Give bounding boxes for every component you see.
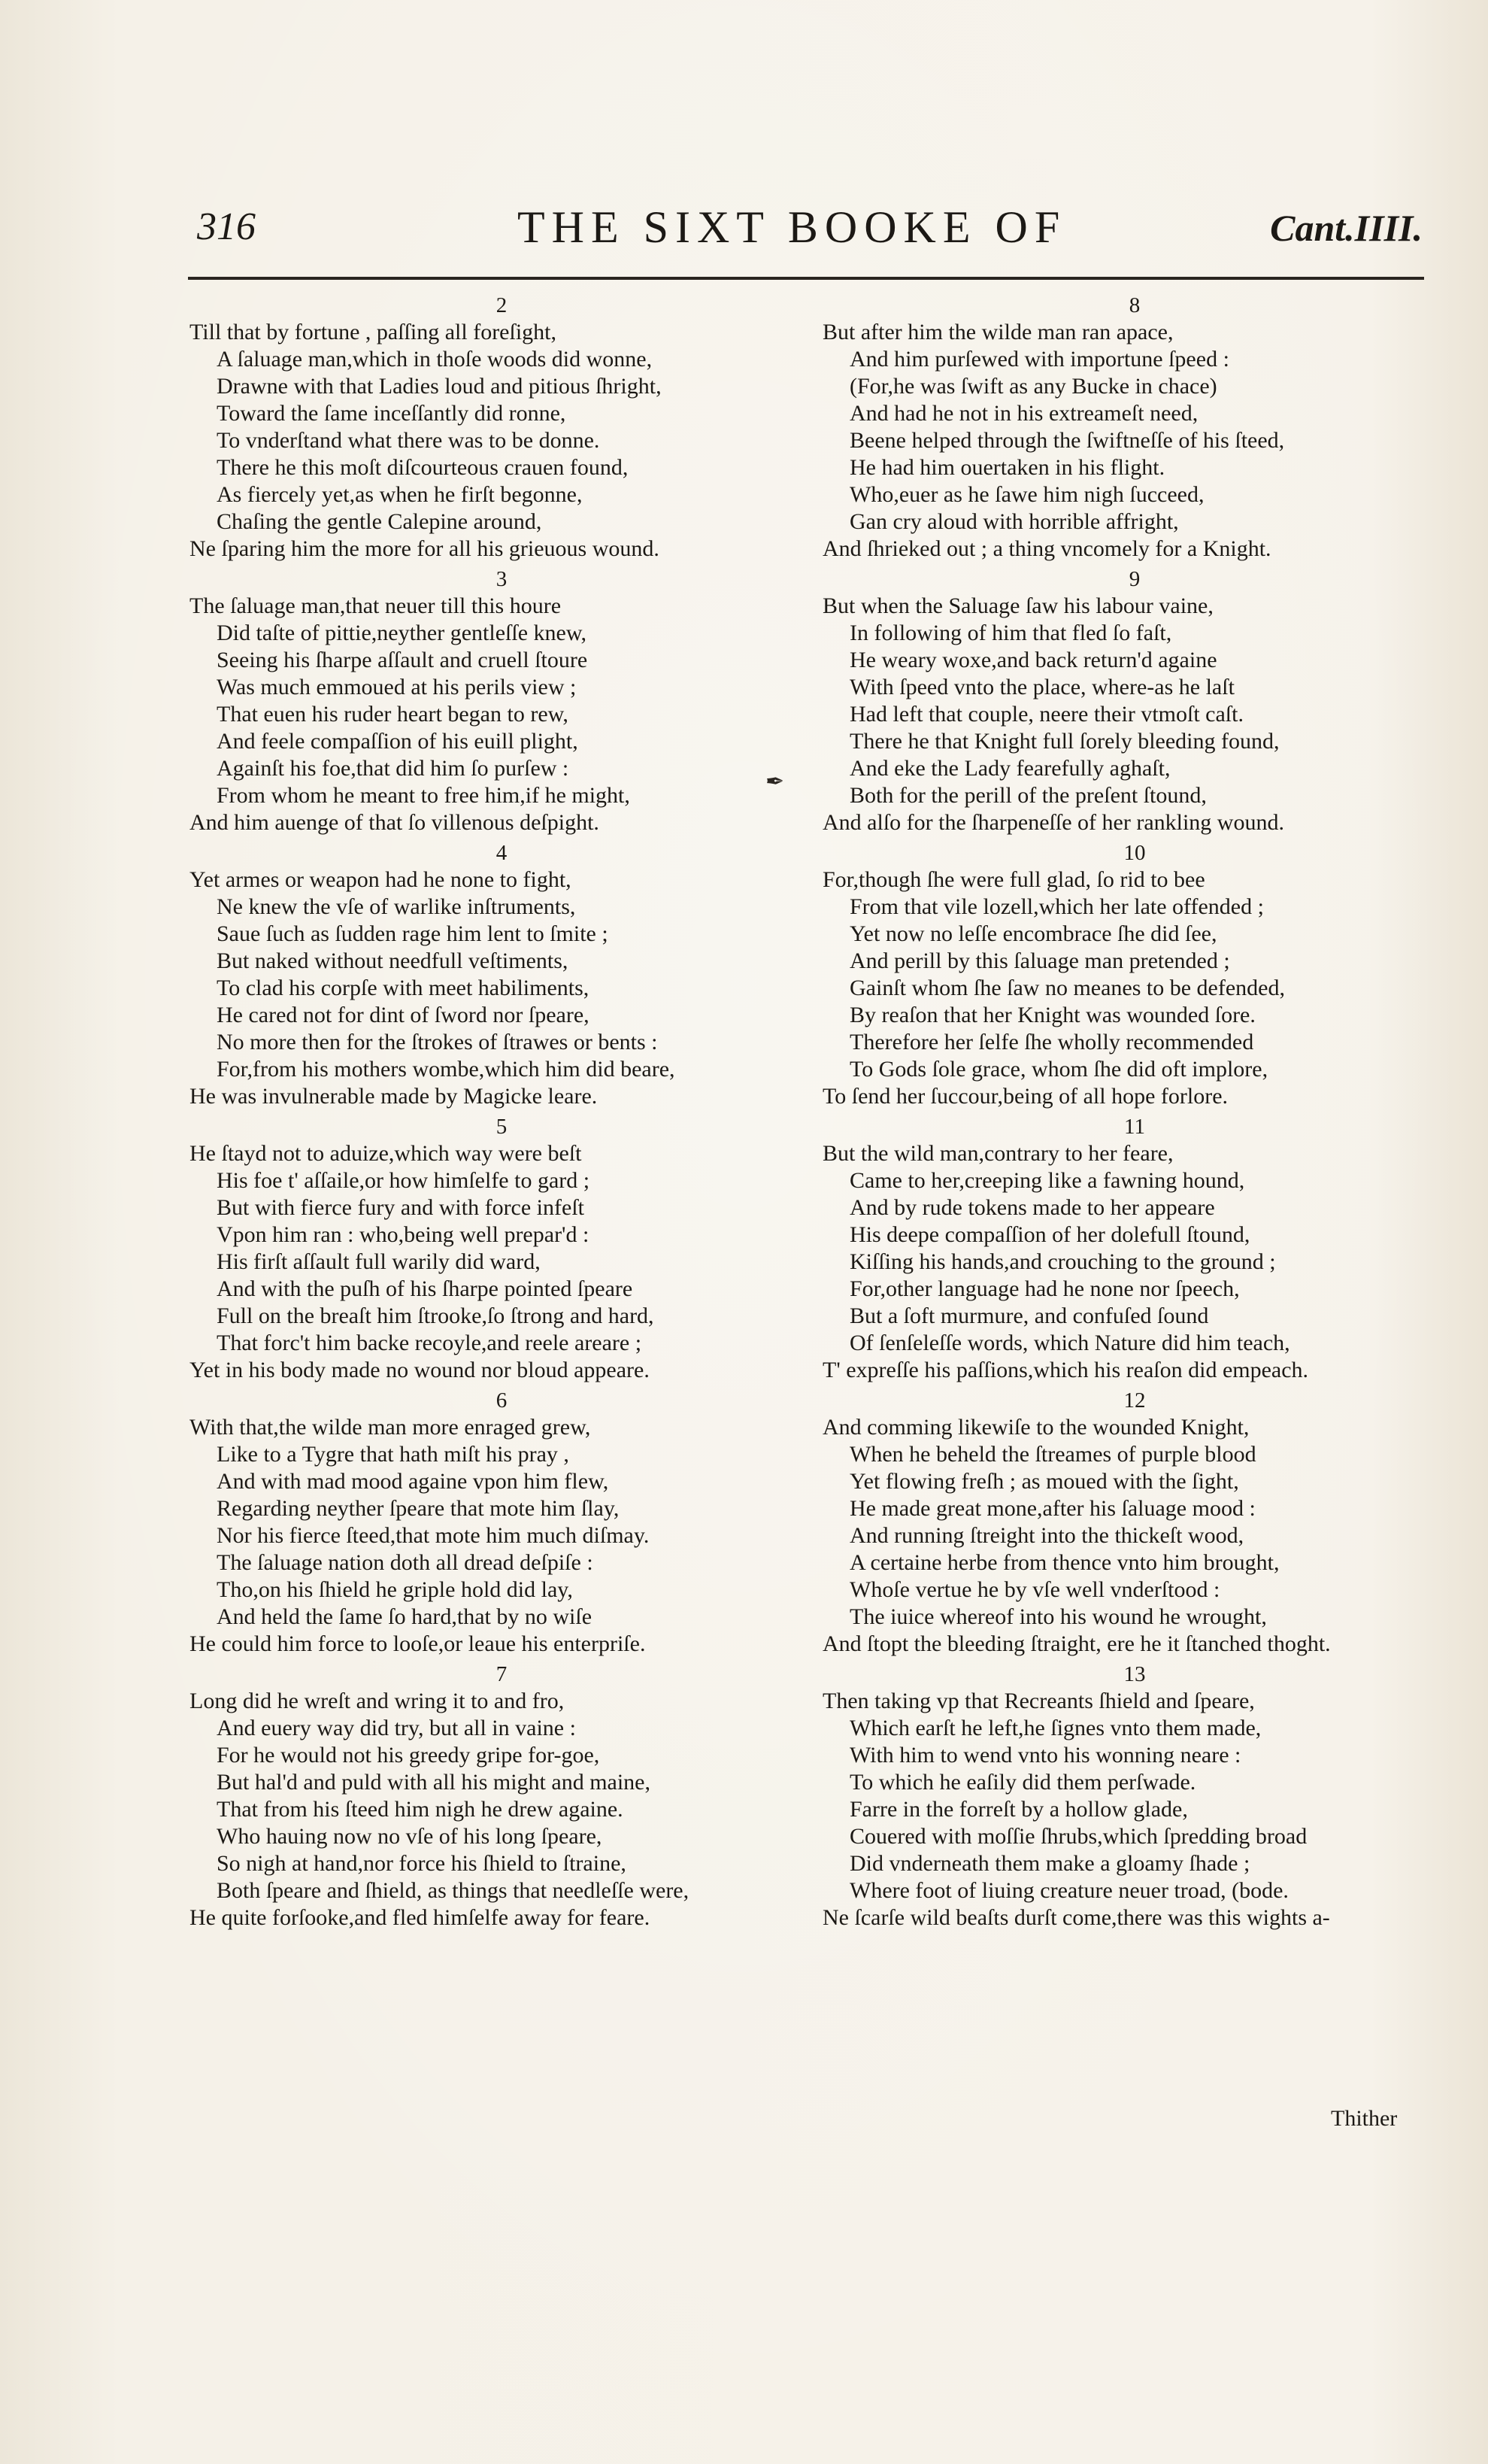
verse-line: His foe t' aſſaile,or how himſelfe to gard ; [217,1168,590,1193]
verse-line: Which earſt he left,he ſignes vnto them made, [850,1716,1262,1740]
verse-line: Yet flowing freſh ; as moued with the ſight, [850,1469,1239,1494]
verse-line: Tho,on his ſhield he griple hold did lay, [217,1577,573,1602]
verse-line: Nor his fierce ſteed,that mote him much diſmay. [217,1523,650,1548]
stanza-number: 9 [1129,567,1141,591]
verse-line: Ne ſparing him the more for all his grieuous wound. [189,536,659,561]
verse-line: Chaſing the gentle Calepine around, [217,509,542,534]
verse-line: But the wild man,contrary to her feare, [823,1141,1174,1166]
page-number: 316 [197,205,256,248]
verse-line: As fiercely yet,as when he firſt begonne, [217,482,583,507]
verse-line: By reaſon that her Knight was wounded ſore. [850,1003,1256,1027]
stanza-number: 4 [495,841,508,865]
verse-line: Regarding neyther ſpeare that mote him ſlay, [217,1496,620,1521]
verse-line: Then taking vp that Recreants ſhield and ſpeare, [823,1689,1255,1713]
verse-line: But when the Saluage ſaw his labour vaine, [823,593,1214,618]
stanza-number: 13 [1123,1662,1146,1686]
stanza [823,1387,1447,1658]
verse-line: And ſhrieked out ; a thing vncomely for a Knight. [823,536,1271,561]
stanza [189,839,814,1110]
verse-line: He quite forſooke,and fled himſelfe away for feare. [189,1905,650,1930]
verse-line: Drawne with that Ladies loud and pitious ſhright, [217,374,662,399]
stanza-number: 6 [495,1388,508,1413]
verse-line: For,other language had he none nor ſpeech, [850,1276,1240,1301]
verse-line: His firſt aſſault full warily did ward, [217,1249,541,1274]
verse-line: He weary woxe,and back return'd againe [850,648,1217,672]
verse-line: Had left that couple, neere their vtmoſt caſt. [850,702,1244,727]
verse-line: For,from his mothers wombe,which him did beare, [217,1057,675,1082]
verse-line: To clad his corpſe with meet habiliments, [217,976,589,1000]
verse-line: A certaine herbe from thence vnto him brought, [850,1550,1280,1575]
verse-line: From that vile lozell,which her late offended ; [850,894,1264,919]
stanza [823,839,1447,1110]
verse-line: Gainſt whom ſhe ſaw no meanes to be defended, [850,976,1285,1000]
verse-line: Of ſenſeleſſe words, which Nature did him teach, [850,1331,1290,1355]
verse-line: Toward the ſame inceſſantly did ronne, [217,401,566,426]
verse-line: And eke the Lady fearefully aghaſt, [850,756,1171,781]
verse-line: There he that Knight full ſorely bleeding found, [850,729,1280,754]
margin-mark: ✒ [765,769,785,794]
verse-line: And ſtopt the bleeding ſtraight, ere he it ſtanched thoght. [823,1631,1331,1656]
verse-line: Both for the perill of the preſent ſtound, [850,783,1207,808]
stanza [823,292,1447,563]
verse-line: Saue ſuch as ſudden rage him lent to ſmite ; [217,921,608,946]
verse-line: Ne knew the vſe of warlike inſtruments, [217,894,576,919]
verse-line: But with fierce fury and with force infeſt [217,1195,584,1220]
stanza-number: 2 [495,293,508,317]
verse-line: And alſo for the ſharpeneſſe of her rankling wound. [823,810,1284,835]
verse-line: Full on the breaſt him ſtrooke,ſo ſtrong and hard, [217,1303,654,1328]
verse-line: The ſaluage nation doth all dread deſpiſe : [217,1550,593,1575]
verse-line: And by rude tokens made to her appeare [850,1195,1215,1220]
stanza-gap [823,1931,1447,1934]
verse-line: The ſaluage man,that neuer till this houre [189,593,562,618]
verse-line: So nigh at hand,nor force his ſhield to ſtraine, [217,1851,626,1876]
verse-line: Beene helped through the ſwiftneſſe of his ſteed, [850,428,1285,453]
verse-line: And euery way did try, but all in vaine : [217,1716,576,1740]
header-rule [188,277,1424,280]
verse-line: And had he not in his extreameſt need, [850,401,1199,426]
stanza-number: 8 [1129,293,1141,317]
stanza [189,566,814,836]
verse-line: He was invulnerable made by Magicke leare. [189,1084,598,1109]
verse-line: For he would not his greedy gripe for-goe, [217,1743,600,1768]
stanza-gap [189,1931,814,1934]
stanza [823,1113,1447,1384]
verse-line: And held the ſame ſo hard,that by no wiſe [217,1604,592,1629]
verse-line: But a ſoft murmure, and confuſed ſound [850,1303,1209,1328]
canto-label: Cant.IIII. [1270,207,1423,249]
verse-line: He ſtayd not to aduize,which way were beſt [189,1141,582,1166]
stanza-number: 5 [495,1115,508,1139]
stanza-number: 7 [495,1662,508,1686]
verse-line: Gan cry aloud with horrible affright, [850,509,1179,534]
verse-line: And feele compaſſion of his euill plight, [217,729,578,754]
verse-line: Was much emmoued at his perils view ; [217,675,577,699]
verse-line: To vnderſtand what there was to be donne. [217,428,600,453]
stanza [189,1661,814,1931]
running-head: THE SIXT BOOKE OF [517,202,1067,252]
verse-line: To which he eaſily did them perſwade. [850,1770,1196,1795]
verse-line: That euen his ruder heart began to rew, [217,702,568,727]
verse-line: From whom he meant to free him,if he might, [217,783,630,808]
verse-line: But naked without needfull veſtiments, [217,948,568,973]
verse-line: He had him ouertaken in his flight. [850,455,1165,480]
verse-line: With that,the wilde man more enraged grew, [189,1415,591,1440]
verse-line: He made great mone,after his ſaluage mood : [850,1496,1256,1521]
verse-line: Yet in his body made no wound nor bloud appeare. [189,1358,650,1382]
verse-line: Came to her,creeping like a fawning hound, [850,1168,1245,1193]
verse-line: Farre in the forreſt by a hollow glade, [850,1797,1188,1822]
left-column [189,292,814,1934]
stanza [189,1113,814,1384]
verse-line: A ſaluage man,which in thoſe woods did wonne, [217,347,653,372]
verse-line: With ſpeed vnto the place, where-as he laſt [850,675,1235,699]
stanza-number: 3 [495,567,508,591]
verse-line: And with the puſh of his ſharpe pointed ſpeare [217,1276,633,1301]
verse-line: T' expreſſe his paſſions,which his reaſon did empeach. [823,1358,1309,1382]
verse-line: To Gods ſole grace, whom ſhe did oft implore, [850,1057,1268,1082]
verse-line: (For,he was ſwift as any Bucke in chace) [850,374,1217,399]
verse-line: And him auenge of that ſo villenous deſpight. [189,810,599,835]
verse-line: Vpon him ran : who,being well prepar'd : [217,1222,589,1247]
verse-line: The iuice whereof into his wound he wrought, [850,1604,1267,1629]
verse-line: Where foot of liuing creature neuer troad, (bode. [850,1878,1289,1903]
verse-line: To ſend her ſuccour,being of all hope forlore. [823,1084,1229,1109]
verse-line: That forc't him backe recoyle,and reele areare ; [217,1331,642,1355]
catchword: Thither [1331,2106,1398,2131]
verse-line: Kiſſing his hands,and crouching to the ground ; [850,1249,1276,1274]
verse-line: Couered with moſſie ſhrubs,which ſpredding broad [850,1824,1308,1849]
verse-line: And running ſtreight into the thickeſt wood, [850,1523,1244,1548]
verse-line: Like to a Tygre that hath miſt his pray , [217,1442,569,1467]
verse-line: In following of him that fled ſo faſt, [850,621,1172,645]
verse-line: Yet armes or weapon had he none to fight, [189,867,571,892]
verse-line: When he beheld the ſtreames of purple blood [850,1442,1256,1467]
stanza-number: 11 [1124,1115,1145,1139]
verse-line: Whoſe vertue he by vſe well vnderſtood : [850,1577,1220,1602]
verse-line: Both ſpeare and ſhield, as things that needleſſe were, [217,1878,689,1903]
stanza [823,1661,1447,1931]
verse-line: Ne ſcarſe wild beaſts durſt come,there was this wights a- [823,1905,1330,1930]
verse-line: Who hauing now no vſe of his long ſpeare, [217,1824,602,1849]
verse-line: His deepe compaſſion of her dolefull ſtound, [850,1222,1250,1247]
verse-line: Long did he wreſt and wring it to and fro, [189,1689,565,1713]
page-header [180,202,1429,254]
verse-line: Seeing his ſharpe aſſault and cruell ſtoure [217,648,588,672]
verse-line: Yet now no leſſe encombrace ſhe did ſee, [850,921,1217,946]
stanza-number: 10 [1123,841,1146,865]
verse-line: Who,euer as he ſawe him nigh ſucceed, [850,482,1205,507]
verse-line: Againſt his foe,that did him ſo purſew : [217,756,569,781]
right-column [823,292,1447,1934]
stanza [189,1387,814,1658]
verse-line: And perill by this ſaluage man pretended ; [850,948,1230,973]
verse-line: No more then for the ſtrokes of ſtrawes or bents : [217,1030,658,1054]
stanza-number: 12 [1123,1388,1146,1413]
verse-line: He could him force to looſe,or leaue his enterpriſe. [189,1631,646,1656]
verse-line: But after him the wilde man ran apace, [823,320,1174,344]
verse-line: And with mad mood againe vpon him flew, [217,1469,609,1494]
verse-line: Till that by fortune , paſſing all foreſight, [189,320,556,344]
verse-line: He cared not for dint of ſword nor ſpeare, [217,1003,589,1027]
stanza [823,566,1447,836]
verse-line: Did vnderneath them make a gloamy ſhade ; [850,1851,1250,1876]
verse-line: Therefore her ſelfe ſhe wholly recommended [850,1030,1254,1054]
verse-line: For,though ſhe were full glad, ſo rid to bee [823,867,1205,892]
verse-line: With him to wend vnto his wonning neare : [850,1743,1241,1768]
verse-line: But hal'd and puld with all his might and maine, [217,1770,651,1795]
verse-line: Did taſte of pittie,neyther gentleſſe knew, [217,621,587,645]
stanza [189,292,814,563]
verse-line: That from his ſteed him nigh he drew againe. [217,1797,623,1822]
verse-line: And comming likewiſe to the wounded Knight, [823,1415,1250,1440]
verse-line: And him purſewed with importune ſpeed : [850,347,1229,372]
verse-line: There he this moſt diſcourteous crauen found, [217,455,629,480]
